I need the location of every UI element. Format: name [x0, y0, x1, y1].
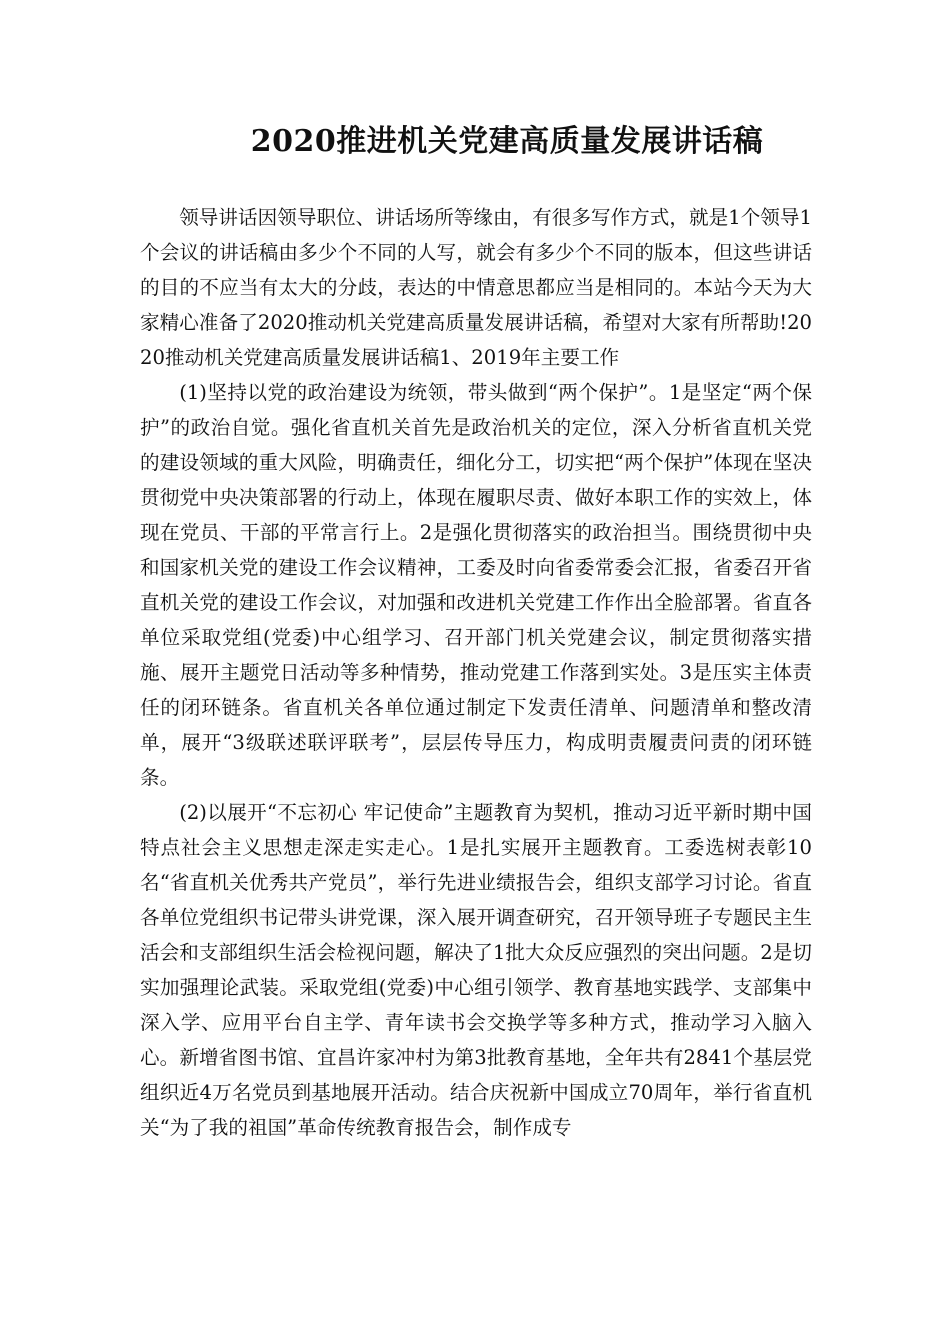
document-title: 2020推进机关党建高质量发展讲话稿 — [250, 124, 764, 159]
document-body — [140, 200, 812, 1145]
paragraph-section-1: (1)坚持以党的政治建设为统领，带头做到“两个保护”。1是坚定“两个保护”的政治自觉。强化省直机关首先是政治机关的定位，深入分析省直机关党的建设领域的重大风险，明确责任，细化分工，切实把“两个保护”体现在坚决贯彻党中央决策部署的行动上，体现在履职尽责、做好本职工作的实效上，体现在党员、干部的平常言行上。2是强化贯彻落实的政治担当。围绕贯彻中央和国家机关党的建设工作会议精神，工委及时向省委常委会汇报，省委召开省直机关党的建设工作会议，对加强和改进机关党建工作作出全脸部署。省直各单位采取党组(党委)中心组学习、召开部门机关党建会议，制定贯彻落实措施、展开主题党日活动等多种情势，推动党建工作落到实处。3是压实主体责任的闭环链条。省直机关各单位通过制定下发责任清单、问题清单和整改清单，展开“3级联述联评联考”，层层传导压力，构成明责履责问责的闭环链条。 — [140, 381, 812, 789]
paragraph-intro: 领导讲话因领导职位、讲话场所等缘由，有很多写作方式，就是1个领导1个会议的讲话稿由多少个不同的人写，就会有多少个不同的版本，但这些讲话的目的不应当有太大的分歧，表达的中情意思都应当是相同的。本站今天为大家精心准备了2020推动机关党建高质量发展讲话稿，希望对大家有所帮助!2020推动机关党建高质量发展讲话稿1、2019年主要工作 — [140, 206, 812, 369]
paragraph-section-2: (2)以展开“不忘初心 牢记使命”主题教育为契机，推动习近平新时期中国特点社会主义思想走深走实走心。1是扎实展开主题教育。工委选树表彰10名“省直机关优秀共产党员”，举行先进业绩报告会，组织支部学习讨论。省直各单位党组织书记带头讲党课，深入展开调查研究，召开领导班子专题民主生活会和支部组织生活会检视问题，解决了1批大众反应强烈的突出问题。2是切实加强理论武装。采取党组(党委)中心组引领学、教育基地实践学、支部集中深入学、应用平台自主学、青年读书会交换学等多种方式，推动学习入脑入心。新增省图书馆、宜昌许家冲村为第3批教育基地，全年共有2841个基层党组织近4万名党员到基地展开活动。结合庆祝新中国成立70周年，举行省直机关“为了我的祖国”革命传统教育报告会，制作成专 — [140, 801, 812, 1139]
